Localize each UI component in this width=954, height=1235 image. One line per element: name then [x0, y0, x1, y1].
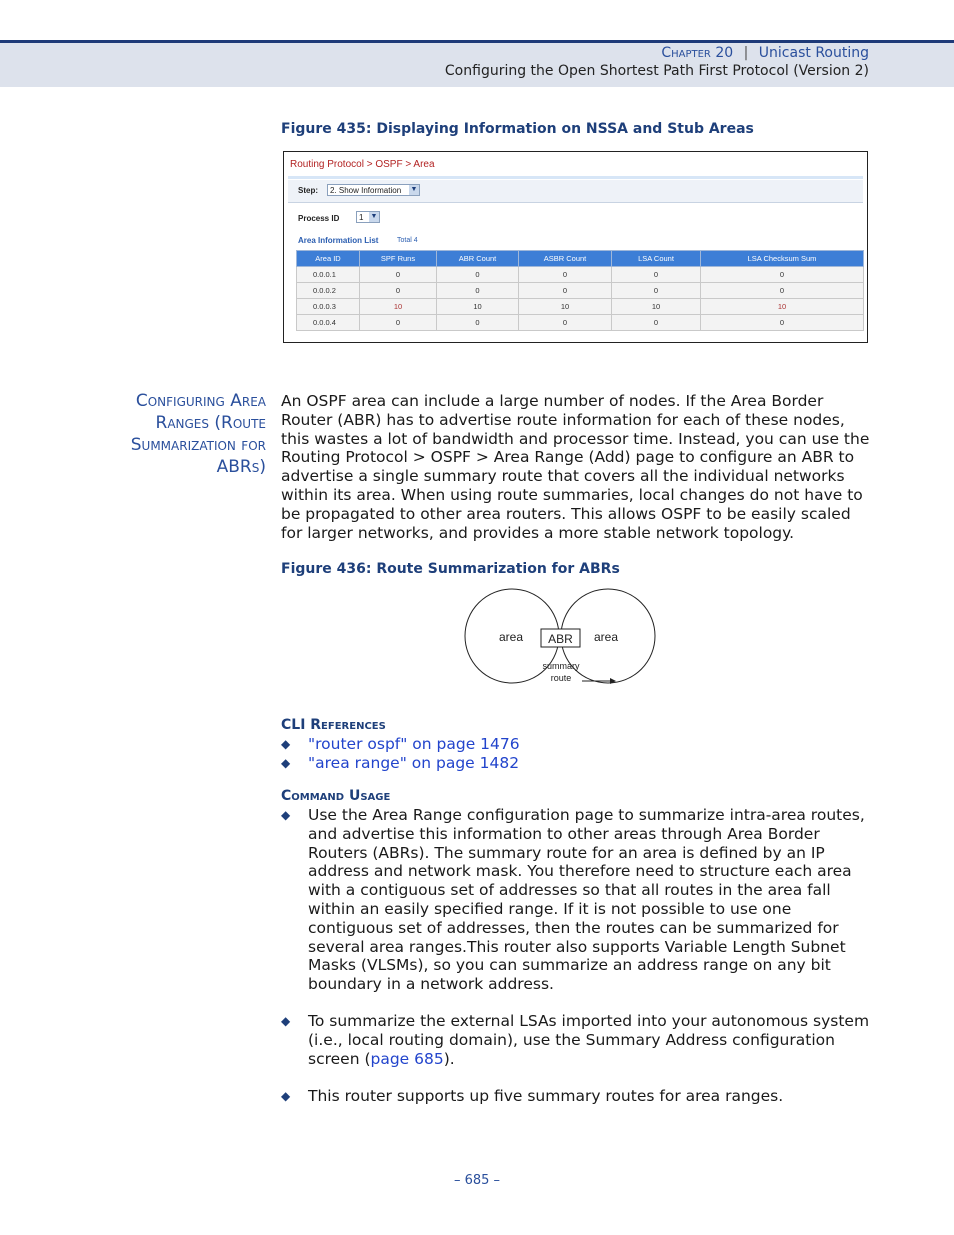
table-header-row [297, 251, 864, 267]
process-id-label: Process ID [298, 214, 340, 223]
cell-asbr-count: 0 [519, 267, 612, 283]
cell-lsa-checksum: 0 [701, 315, 864, 331]
step-label: Step: [298, 186, 318, 195]
table-row [297, 267, 864, 283]
cell-lsa-checksum: 10 [701, 299, 864, 315]
summary-route-label-line1: summary [542, 661, 580, 671]
cell-area-id: 0.0.0.1 [297, 267, 360, 283]
cell-spf-runs: 0 [360, 267, 437, 283]
left-area-label: area [498, 630, 524, 644]
usage-item-text [308, 1012, 871, 1068]
process-id-select[interactable] [356, 211, 380, 223]
page-link[interactable]: page 685 [370, 1049, 444, 1068]
list-item [281, 1012, 871, 1072]
list-item [281, 806, 871, 996]
column-header-lsa-count: LSA Count [612, 251, 701, 267]
cell-asbr-count: 10 [519, 299, 612, 315]
cell-spf-runs: 0 [360, 315, 437, 331]
section-heading-line: Configuring Area [135, 391, 266, 411]
chevron-down-icon: ▼ [410, 186, 418, 193]
list-item [281, 735, 871, 754]
usage-item-text-pre: To summarize the external LSAs imported into your autonomous system (i.e., local routing domain), use the Summary Address configuration screen ( [308, 1012, 870, 1068]
cell-lsa-checksum: 0 [701, 283, 864, 299]
column-header-area-id: Area ID [297, 251, 360, 267]
figure-435-caption: Figure 435: Displaying Information on NSSA and Stub Areas [281, 121, 754, 137]
cell-abr-count: 0 [437, 315, 519, 331]
chapter-subtitle: Configuring the Open Shortest Path First Protocol (Version 2) [444, 63, 869, 79]
cell-asbr-count: 0 [519, 315, 612, 331]
list-item [281, 1087, 871, 1107]
column-header-lsa-checksum: LSA Checksum Sum [701, 251, 864, 267]
usage-item-text-post: ). [443, 1049, 455, 1068]
diamond-bullet-icon: ◆ [281, 1014, 291, 1028]
cell-area-id: 0.0.0.3 [297, 299, 360, 315]
cell-area-id: 0.0.0.4 [297, 315, 360, 331]
diamond-bullet-icon: ◆ [281, 808, 291, 822]
area-info-table [296, 250, 864, 331]
cli-ref-link[interactable]: "router ospf" on page 1476 [308, 735, 520, 753]
screenshot-divider [288, 176, 863, 179]
cli-references-heading: CLI References [281, 717, 386, 733]
table-row [297, 315, 864, 331]
abr-label: ABR [548, 632, 573, 646]
table-row [297, 299, 864, 315]
section-heading-line: Summarization for [130, 435, 266, 455]
diamond-bullet-icon: ◆ [281, 756, 291, 770]
area-list-total: Total 4 [397, 237, 418, 244]
cell-abr-count: 0 [437, 267, 519, 283]
column-header-asbr-count: ASBR Count [519, 251, 612, 267]
step-select[interactable] [327, 184, 420, 196]
cell-spf-runs: 0 [360, 283, 437, 299]
usage-item-text: This router supports up five summary routes for area ranges. [308, 1087, 784, 1105]
diamond-bullet-icon: ◆ [281, 1089, 291, 1103]
usage-item-text: Use the Area Range configuration page to summarize intra-area routes, and advertise this information to other areas through Area Border Routers (ABRs). The summary route for an area is defined by an IP address and network mask. You therefore need to structure each area with a contiguous set of addresses so that all routes in the area fall within an easily specified range. If it is not possible to use one contiguous set of addresses, then the routes can be summarized for several area ranges.This router also supports Variable Length Subnet Masks (VLSMs), so you can summarize an address range on any bit boundary in a network address. [308, 806, 865, 994]
chapter-separator: | [743, 45, 749, 61]
diamond-bullet-icon: ◆ [281, 737, 291, 751]
chapter-word: Chapter [661, 45, 711, 61]
cell-lsa-checksum: 0 [701, 267, 864, 283]
step-select-value: 2. Show Information [330, 186, 402, 195]
command-usage-heading: Command Usage [281, 788, 391, 804]
cell-asbr-count: 0 [519, 283, 612, 299]
cell-lsa-count: 10 [612, 299, 701, 315]
process-id-value: 1 [359, 213, 364, 222]
cell-lsa-count: 0 [612, 267, 701, 283]
chapter-number: 20 [715, 45, 734, 61]
route-summarization-diagram [460, 586, 660, 690]
chapter-title: Unicast Routing [758, 45, 869, 61]
list-item [281, 754, 871, 773]
chapter-line [661, 45, 869, 61]
section-heading [86, 390, 266, 478]
area-info-screenshot [283, 151, 868, 343]
column-header-spf-runs: SPF Runs [360, 251, 437, 267]
table-row [297, 283, 864, 299]
cell-lsa-count: 0 [612, 283, 701, 299]
screenshot-breadcrumb: Routing Protocol > OSPF > Area [290, 159, 435, 170]
page-number: – 685 – [453, 1173, 501, 1188]
cell-area-id: 0.0.0.2 [297, 283, 360, 299]
chevron-down-icon: ▼ [370, 213, 378, 220]
section-heading-line: ABRs) [216, 457, 266, 477]
area-list-title: Area Information List [298, 236, 379, 245]
cell-abr-count: 0 [437, 283, 519, 299]
step-row [288, 180, 863, 203]
figure-436-caption: Figure 436: Route Summarization for ABRs [281, 561, 620, 577]
column-header-abr-count: ABR Count [437, 251, 519, 267]
section-heading-line: Ranges (Route [155, 413, 266, 433]
section-intro-paragraph: An OSPF area can include a large number of nodes. If the Area Border Router (ABR) has to advertise route information for each of these nodes, this wastes a lot of bandwidth and processor time. Instead, you can use the Routing Protocol > OSPF > Area Range (Add) page to configure an ABR to advertise a single summary route that covers all the individual networks within its area. When using route summaries, local changes do not have to be propagated to other area routers. This allows OSPF to be easily scaled for larger networks, and provides a more stable network topology. [281, 392, 870, 542]
cell-abr-count: 10 [437, 299, 519, 315]
cell-spf-runs: 10 [360, 299, 437, 315]
right-area-label: area [593, 630, 619, 644]
summary-route-label-line2: route [550, 673, 572, 683]
cell-lsa-count: 0 [612, 315, 701, 331]
cli-ref-link[interactable]: "area range" on page 1482 [308, 754, 520, 772]
